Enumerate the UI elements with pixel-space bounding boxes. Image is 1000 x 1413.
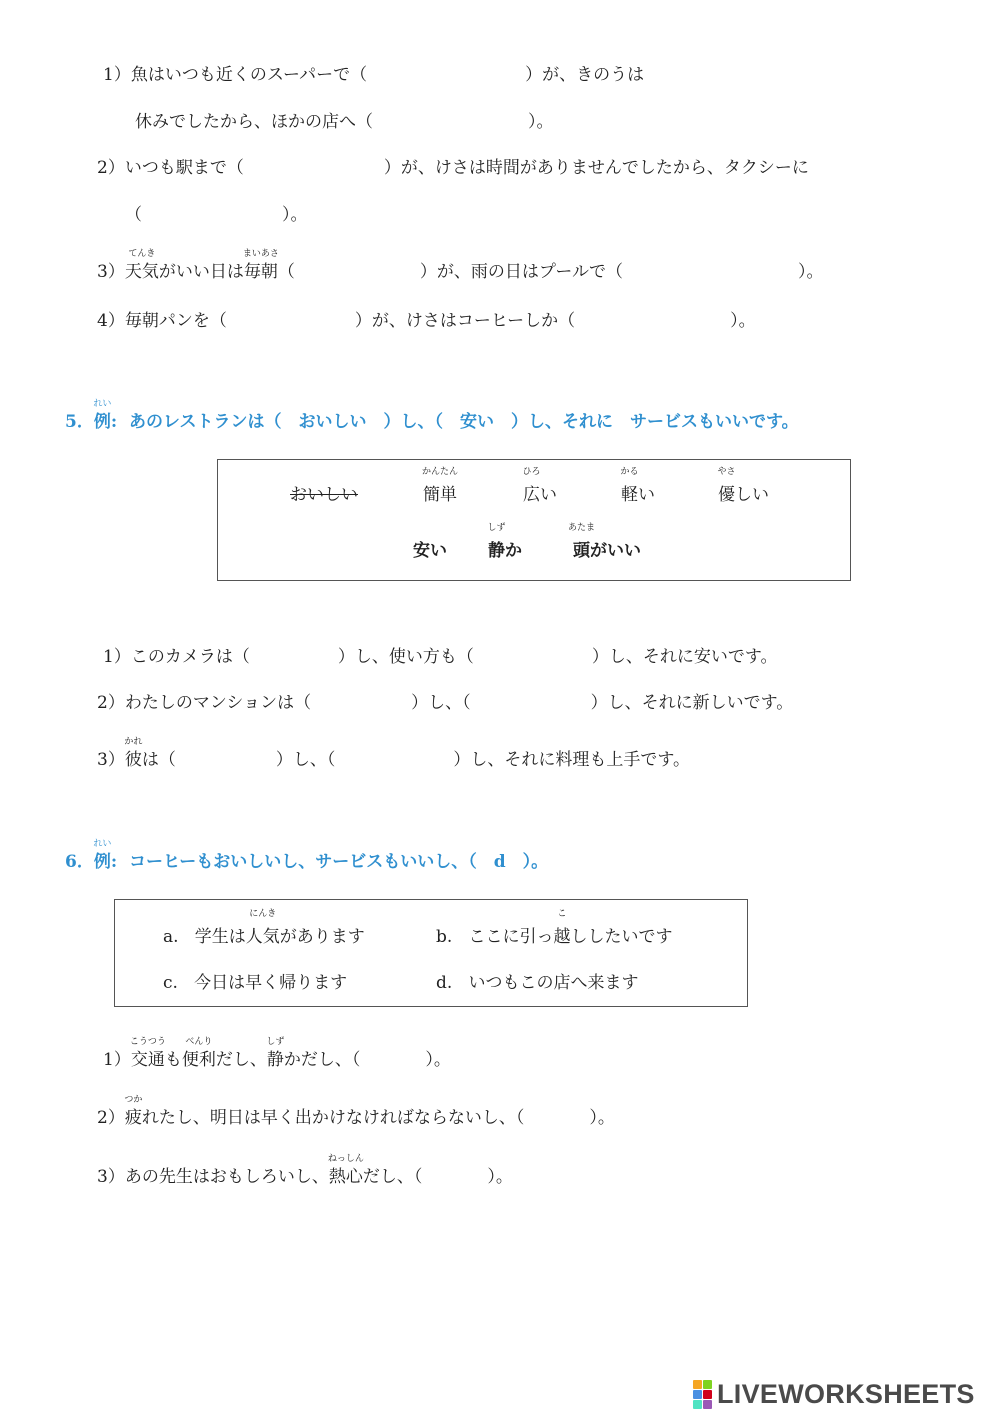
ruby-word: 静 しず	[266, 1037, 285, 1070]
ruby-word: 熱心 ねっしん	[327, 1154, 364, 1187]
s4-question-1: 1）魚はいつも近くのスーパーで（ ）が、きのうは	[103, 65, 645, 85]
s4-question-1-cont: 休みでしたから、ほかの店へ（ ）。	[135, 112, 554, 132]
s6-question-3: 3）あの先生はおもしろいし、熱心 ねっしん だし、（ ）。	[97, 1154, 513, 1187]
word-yasui: 安い	[413, 541, 447, 561]
s6-question-2: 2）疲 つか れたし、明日は早く出かけなければならないし、（ ）。	[97, 1095, 615, 1128]
ruby-word: 毎朝 まいあさ	[242, 249, 279, 282]
liveworksheets-logo	[693, 1378, 975, 1410]
s6-question-1: 1）交通 こうつう も便利 べんり だし、静 しず かだし、（ ）。	[103, 1037, 451, 1070]
word-kantan: 簡単 かんたん	[421, 467, 459, 505]
logo-mark-icon	[693, 1380, 712, 1409]
s5-question-3: 3）彼 かれ は（ ）し、（ ）し、それに料理も上手です。	[97, 737, 690, 770]
option-c: c. 今日は早く帰ります	[163, 973, 348, 993]
word-yasashii: 優 やさ しい	[717, 467, 769, 505]
ruby-word: 彼 かれ	[124, 737, 143, 770]
word-atama-ga-ii: 頭 あたま がいい	[567, 523, 641, 561]
s6-options-box	[114, 899, 748, 1007]
s5-question-2: 2）わたしのマンションは（ ）し、（ ）し、それに新しいです。	[97, 693, 794, 713]
word-shizuka: 静 しず か	[487, 523, 522, 561]
s4-question-3: 3）天気 てんき がいい日は毎朝 まいあさ （ ）が、雨の日はプールで（ ）。	[97, 249, 824, 282]
option-a: a. 学生は人気 にんき があります	[163, 909, 365, 947]
ruby-word: 交通 こうつう	[129, 1037, 166, 1070]
s4-question-2: 2）いつも駅まで（ ）が、けさは時間がありませんでしたから、タクシーに	[97, 158, 809, 178]
ruby-word: 例 れい	[93, 839, 112, 872]
s4-question-2-cont: （ ）。	[125, 205, 308, 225]
ruby-word: 天気 てんき	[124, 249, 159, 282]
s4-question-4: 4）毎朝パンを（ ）が、けさはコーヒーしか（ ）。	[97, 311, 756, 331]
ruby-word: 例 れい	[93, 399, 112, 432]
s6-example: 6．例 れい : コーヒーもおいしいし、サービスもいいし、（ d ）。	[65, 839, 549, 872]
s5-example: 5．例 れい : あのレストランは（ おいしい ）し、（ 安い ）し、それに サービスもいいです。	[65, 399, 799, 432]
s5-word-box	[217, 459, 851, 581]
word-oishii: おいしい	[290, 485, 358, 505]
word-karui: 軽 かる い	[620, 467, 655, 505]
option-d: d. いつもこの店へ来ます	[436, 973, 639, 993]
option-b: b. ここに引っ越 こ ししたいです	[436, 909, 673, 947]
word-hiroi: 広 ひろ い	[522, 467, 557, 505]
logo-text: LIVEWORKSHEETS	[717, 1378, 975, 1409]
ruby-word: 便利 べんり	[181, 1037, 216, 1070]
s5-question-1: 1）このカメラは（ ）し、使い方も（ ）し、それに安いです。	[103, 647, 778, 667]
ruby-word: 疲 つか	[124, 1095, 143, 1128]
